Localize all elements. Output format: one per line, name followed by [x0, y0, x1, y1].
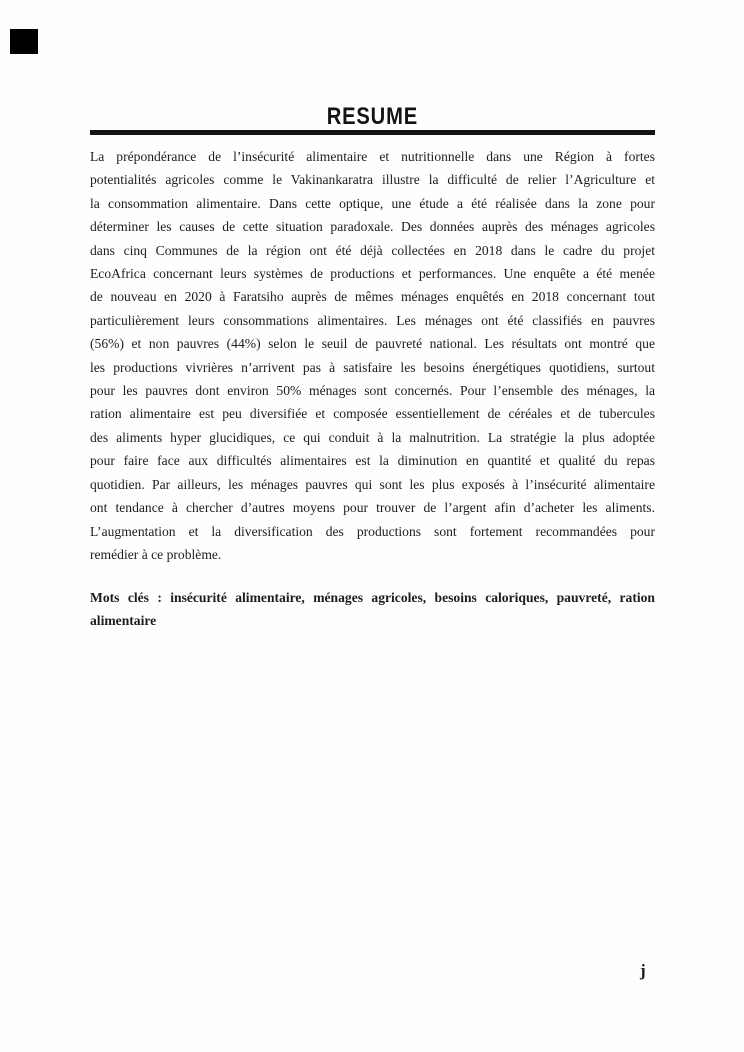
text-line: Mots clés : insécurité alimentaire, ménages agricoles, besoins caloriques, pauvreté, ration	[90, 590, 655, 605]
heading-underline	[90, 130, 655, 135]
text-line: potentialités agricoles comme le Vakinankaratra illustre la difficulté de relier l’Agriculture et	[90, 172, 655, 188]
text-line: déterminer les causes de cette situation paradoxale. Des données auprès des ménages agricoles	[90, 219, 655, 235]
text-line: (56%) et non pauvres (44%) selon le seuil de pauvreté national. Les résultats ont montré que	[90, 336, 655, 352]
text-line: dans cinq Communes de la région ont été déjà collectées en 2018 dans le cadre du projet	[90, 242, 655, 258]
text-line: la consommation alimentaire. Dans cette optique, une étude a été réalisée dans la zone pour	[90, 195, 655, 211]
text-line: pour faire face aux difficultés alimentaires est la diminution en quantité et qualité du repas	[90, 453, 655, 469]
text-line: ont tendance à chercher d’autres moyens pour trouver de l’argent afin d’acheter les aliments.	[90, 500, 655, 516]
page-number: j	[640, 961, 646, 980]
text-line: quotidien. Par ailleurs, les ménages pauvres qui sont les plus exposés à l’insécurité alimentaire	[90, 476, 655, 492]
text-line: les productions vivrières n’arrivent pas à satisfaire les besoins énergétiques quotidiens, surtout	[90, 359, 655, 375]
text-line: des aliments hyper glucidiques, ce qui conduit à la malnutrition. La stratégie la plus adoptée	[90, 429, 655, 445]
text-line: ration alimentaire est peu diversifiée et composée essentiellement de céréales et de tubercules	[90, 406, 655, 422]
text-line: EcoAfrica concernant leurs systèmes de productions et performances. Une enquête a été menée	[90, 266, 655, 282]
text-line: pour les pauvres dont environ 50% ménages sont concernés. Pour l’ensemble des ménages, la	[90, 383, 655, 399]
text-line: La prépondérance de l’insécurité alimentaire et nutritionnelle dans une Région à fortes	[90, 149, 655, 164]
text-line: de nouveau en 2020 à Faratsiho auprès de mêmes ménages enquêtés en 2018 concernant tout	[90, 289, 655, 305]
text-line: remédier à ce problème.	[90, 546, 222, 562]
resume-heading	[0, 103, 744, 131]
abstract-paragraph	[90, 145, 655, 566]
text-line: particulièrement leurs consommations alimentaires. Les ménages ont été classifiés en pauvres	[90, 312, 655, 328]
page-title: RESUME	[326, 103, 418, 130]
text-line: alimentaire	[90, 613, 157, 629]
scan-artifact-mark	[10, 29, 38, 54]
keywords-paragraph	[90, 586, 655, 633]
text-line: L’augmentation et la diversification des productions sont fortement recommandées pour	[90, 523, 655, 539]
